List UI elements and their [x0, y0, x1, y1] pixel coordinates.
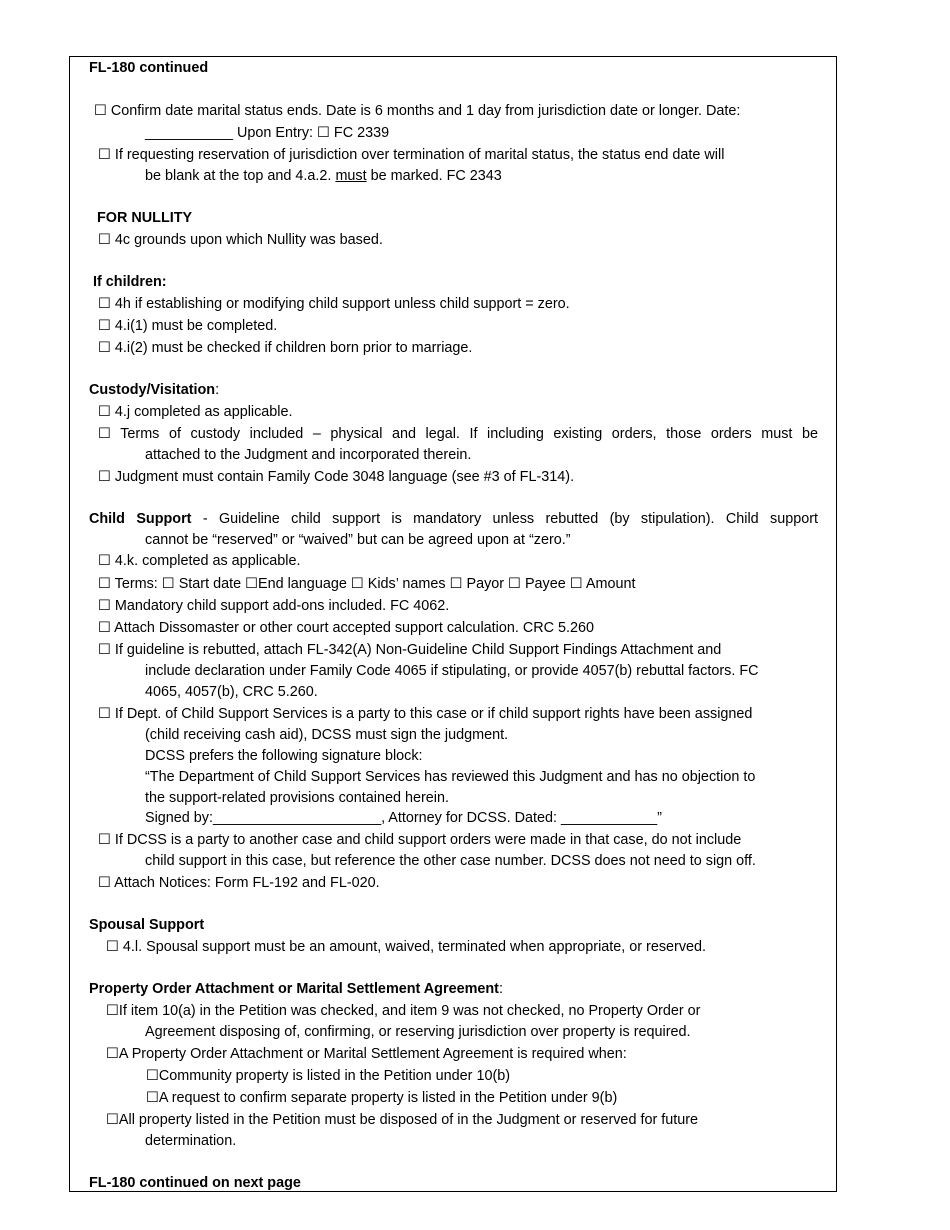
checklist-item-children-4i1[interactable]: ☐ 4.i(1) must be completed.	[98, 318, 278, 334]
checklist-item-cs-dcss[interactable]: ☐ If Dept. of Child Support Services is a party to this case or if child support rights have been assigned	[98, 706, 753, 722]
checklist-item-cs-other-case[interactable]: ☐ If DCSS is a party to another case and child support orders were made in that case, do not include	[98, 832, 742, 848]
section-heading-child-support: Child Support - Guideline child support is mandatory unless rebutted (by stipulation). Child support	[89, 511, 819, 527]
checklist-item-cs-rebutted-cont2: 4065, 4057(b), CRC 5.260.	[145, 684, 318, 700]
checklist-item-cs-terms[interactable]: ☐ Terms: ☐ Start date ☐End language ☐ Kids’ names ☐ Payor ☐ Payee ☐ Amount	[98, 576, 636, 592]
checklist-item-confirm-date-cont: ___________ Upon Entry: ☐ FC 2339	[145, 125, 390, 141]
checklist-item-cs-dcss-cont: (child receiving cash aid), DCSS must sign the judgment.	[145, 727, 509, 743]
dcss-signature-quote: “The Department of Child Support Services has reviewed this Judgment and has no objection to	[145, 769, 756, 785]
checklist-subitem-community[interactable]: ☐Community property is listed in the Petition under 10(b)	[146, 1068, 511, 1084]
checklist-item-cs-other-case-cont: child support in this case, but reference the other case number. DCSS does not need to sign off.	[145, 853, 756, 869]
checklist-item-property-10a[interactable]: ☐If item 10(a) in the Petition was checked, and item 9 was not checked, no Property Order or	[106, 1003, 701, 1019]
underlined-must: must	[335, 168, 367, 184]
checklist-item-property-all[interactable]: ☐All property listed in the Petition must be disposed of in the Judgment or reserved for future	[106, 1112, 699, 1128]
checklist-item-cs-rebutted[interactable]: ☐ If guideline is rebutted, attach FL-342(A) Non-Guideline Child Support Findings Attachment and	[98, 642, 722, 658]
section-heading-property: Property Order Attachment or Marital Settlement Agreement:	[89, 981, 503, 997]
page-footer: FL-180 continued on next page	[89, 1175, 301, 1191]
checklist-item-cs-dissomaster[interactable]: ☐ Attach Dissomaster or other court accepted support calculation. CRC 5.260	[98, 620, 595, 636]
checklist-item-cs-notices[interactable]: ☐ Attach Notices: Form FL-192 and FL-020.	[98, 875, 380, 891]
checklist-item-property-all-cont: determination.	[145, 1133, 237, 1149]
checklist-item-nullity[interactable]: ☐ 4c grounds upon which Nullity was based.	[98, 232, 383, 248]
checklist-item-reservation[interactable]: ☐ If requesting reservation of jurisdiction over termination of marital status, the status end date will	[98, 147, 725, 163]
checklist-item-cs-4k[interactable]: ☐ 4.k. completed as applicable.	[98, 553, 301, 569]
child-support-intro-cont: cannot be “reserved” or “waived” but can be agreed upon at “zero.”	[145, 532, 571, 548]
section-heading-custody: Custody/Visitation:	[89, 382, 220, 398]
checklist-item-property-required[interactable]: ☐A Property Order Attachment or Marital Settlement Agreement is required when:	[106, 1046, 627, 1062]
checklist-item-custody-3048[interactable]: ☐ Judgment must contain Family Code 3048 language (see #3 of FL-314).	[98, 469, 575, 485]
section-heading-nullity: FOR NULLITY	[97, 210, 193, 226]
checklist-item-custody-terms-cont: attached to the Judgment and incorporated therein.	[145, 447, 472, 463]
checklist-subitem-separate[interactable]: ☐A request to confirm separate property is listed in the Petition under 9(b)	[146, 1090, 618, 1106]
checklist-item-confirm-date[interactable]: ☐ Confirm date marital status ends. Date is 6 months and 1 day from jurisdiction date or longer. Date:	[94, 103, 741, 119]
checklist-item-property-10a-cont: Agreement disposing of, confirming, or reserving jurisdiction over property is required.	[145, 1024, 691, 1040]
dcss-signature-intro: DCSS prefers the following signature block:	[145, 748, 423, 764]
checklist-item-cs-rebutted-cont: include declaration under Family Code 4065 if stipulating, or provide 4057(b) rebuttal factors. FC	[145, 663, 759, 679]
dcss-signature-line: Signed by:_____________________, Attorney for DCSS. Dated: ____________”	[145, 810, 662, 826]
checklist-item-children-4i2[interactable]: ☐ 4.i(2) must be checked if children born prior to marriage.	[98, 340, 473, 356]
section-heading-spousal: Spousal Support	[89, 917, 205, 933]
checklist-item-children-support[interactable]: ☐ 4h if establishing or modifying child support unless child support = zero.	[98, 296, 570, 312]
checklist-item-custody-4j[interactable]: ☐ 4.j completed as applicable.	[98, 404, 293, 420]
dcss-signature-quote-cont: the support-related provisions contained herein.	[145, 790, 449, 806]
checklist-item-custody-terms[interactable]: ☐ Terms of custody included – physical and legal. If including existing orders, those orders must be	[98, 426, 818, 442]
section-heading-children: If children:	[93, 274, 167, 290]
checklist-item-spousal[interactable]: ☐ 4.l. Spousal support must be an amount, waived, terminated when appropriate, or reserved.	[106, 939, 707, 955]
checklist-item-cs-addons[interactable]: ☐ Mandatory child support add-ons included. FC 4062.	[98, 598, 450, 614]
checklist-item-reservation-cont: be blank at the top and 4.a.2. must be marked. FC 2343	[145, 168, 502, 184]
page-header: FL-180 continued	[89, 60, 209, 76]
